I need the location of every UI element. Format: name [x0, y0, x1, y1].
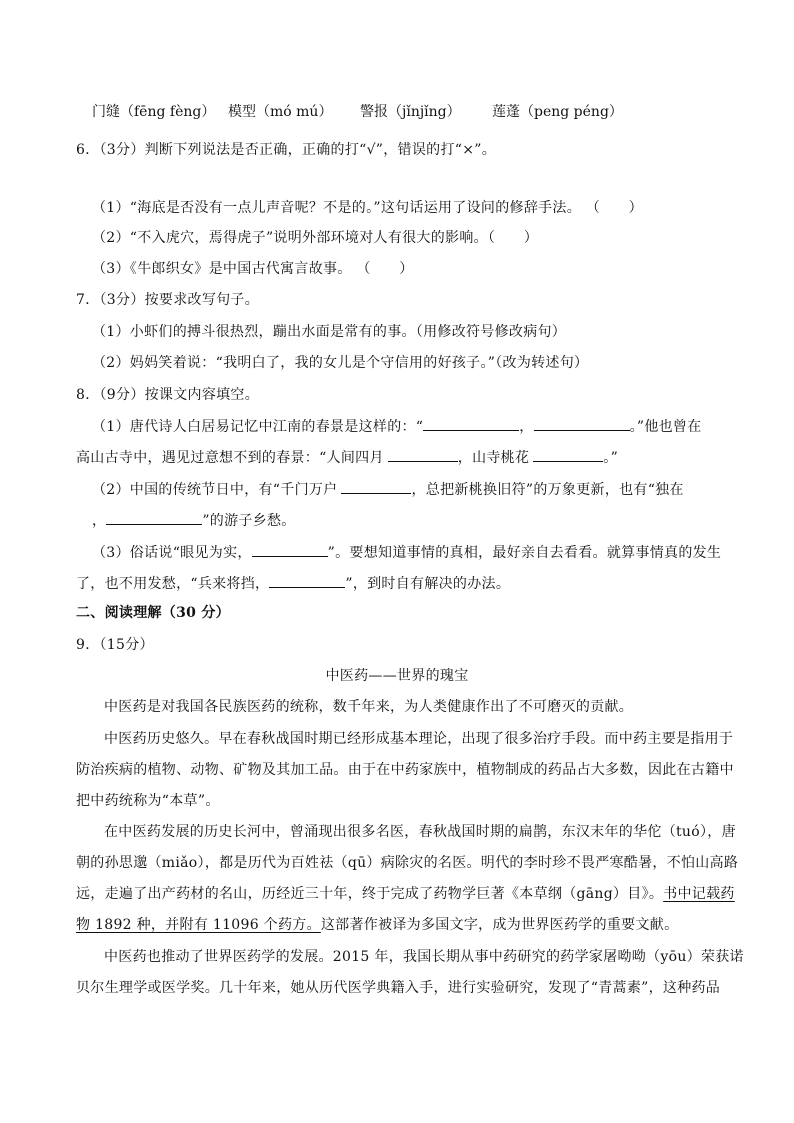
question-6-item-2: （2）“不入虎穴，焉得虎子”说明外部环境对人有很大的影响。（ ）: [92, 230, 539, 246]
underlined-sentence: 书中记载药: [663, 886, 735, 902]
question-7-title: 7．（3分）按要求改写句子。: [76, 292, 260, 308]
pinyin-option-1: 门缝（fēng fèng）: [92, 104, 216, 120]
fill-blank[interactable]: [106, 510, 202, 525]
fill-blank[interactable]: [341, 479, 411, 494]
fill-blank[interactable]: [534, 416, 630, 431]
text-segment: ”。要想知道事情的真相，最好亲自去看看。就算事情真的发生: [327, 545, 722, 561]
text-segment: ”，到时自有解决的办法。: [345, 576, 511, 592]
pinyin-option-2: 模型（mó mú）: [228, 104, 333, 120]
article-paragraph-3-line-1: 在中医药发展的历史长河中，曾涌现出很多名医，春秋战国时期的扁鹊，东汉末年的华佗（tuó），唐: [104, 824, 736, 840]
fill-blank[interactable]: [423, 416, 519, 431]
pinyin-option-3: 警报（jǐnjǐng）: [360, 104, 461, 120]
text-segment: 。”: [603, 450, 619, 466]
question-8-line-2: [76, 447, 618, 468]
text-segment: 高山古寺中，遇见过意想不到的春景：“人间四月: [76, 450, 384, 466]
question-6-title: 6．（3分）判断下列说法是否正确，正确的打“√”，错误的打“×”。: [76, 142, 496, 158]
question-9-label: 9．（15分）: [76, 637, 154, 653]
fill-blank[interactable]: [252, 542, 328, 557]
question-7-item-2: （2）妈妈笑着说：“我明白了，我的女儿是个守信用的好孩子。”（改为转述句）: [92, 355, 589, 371]
text-segment: ，山寺桃花: [457, 450, 530, 466]
text-segment: 这部著作被译为多国文字，成为世界医药学的重要文献。: [320, 917, 679, 933]
question-8-line-5: [92, 542, 721, 563]
fill-blank[interactable]: [269, 573, 345, 588]
text-segment: ，: [519, 419, 534, 435]
text-segment: ，总把新桃换旧符”的万象更新，也有“独在: [411, 482, 684, 498]
article-paragraph-3-line-2: 朝的孙思邈（miǎo），都是历代为百姓祛（qū）病除灾的名医。明代的李时珍不畏严寒酷暑，不怕山高路: [76, 855, 739, 871]
article-paragraph-4-line-2: 贝尔生理学或医学奖。几十年来，她从历代医学典籍入手，进行实验研究，发现了“青蒿素”，这种药品: [76, 980, 721, 996]
question-8-line-1: [92, 416, 702, 437]
text-segment: ”的游子乡愁。: [202, 513, 296, 529]
text-segment: （3）俗话说“眼见为实，: [92, 545, 252, 561]
section-heading: 二、阅读理解（30 分）: [76, 605, 230, 621]
article-paragraph-3-line-4: [76, 915, 678, 935]
pinyin-option-4: 莲蓬（peng péng）: [492, 104, 623, 120]
text-segment: （2）中国的传统节日中，有“千门万户: [92, 482, 338, 498]
fill-blank[interactable]: [388, 447, 458, 462]
question-8-line-6: [76, 573, 510, 594]
text-segment: 远，走遍了出产药材的名山，历经近三十年，终于完成了药物学巨著《本草纲（gāng）目》。: [76, 886, 664, 902]
text-segment: 了，也不用发愁，“兵来将挡，: [76, 576, 270, 592]
article-paragraph-3-line-3: [76, 884, 735, 904]
article-paragraph-1: 中医药是对我国各民族医药的统称，数千年来，为人类健康作出了不可磨灭的贡献。: [104, 699, 634, 715]
question-8-line-4: [92, 510, 296, 531]
fill-blank[interactable]: [533, 447, 603, 462]
question-6-item-3: （3）《牛郎织女》是中国古代寓言故事。 （ ）: [92, 261, 414, 277]
underlined-sentence: 物 1892 种，并附有 11096 个药方。: [76, 917, 321, 933]
text-segment: （1）唐代诗人白居易记忆中江南的春景是这样的：“: [92, 419, 424, 435]
article-paragraph-4-line-1: 中医药也推动了世界医药学的发展。2015 年，我国长期从事中药研究的药学家屠呦呦（yōu）荣获诺: [104, 949, 744, 965]
question-6-item-1: （1）“海底是否没有一点儿声音呢？不是的。”这句话运用了设问的修辞手法。 （ ）: [92, 200, 643, 216]
article-paragraph-2-line-1: 中医药历史悠久。早在春秋战国时期已经形成基本理论，出现了很多治疗手段。而中药主要是指用于: [104, 731, 734, 747]
article-paragraph-2-line-3: 把中药统称为“本草”。: [76, 793, 220, 809]
text-segment: ，: [92, 513, 107, 529]
question-7-item-1: （1）小虾们的搏斗很热烈，蹦出水面是常有的事。（用修改符号修改病句）: [92, 324, 567, 340]
question-8-title: 8．（9分）按课文内容填空。: [76, 387, 260, 403]
article-title: 中医药——世界的瑰宝: [325, 668, 469, 684]
article-paragraph-2-line-2: 防治疾病的植物、动物、矿物及其加工品。由于在中药家族中，植物制成的药品占大多数，因此在古籍中: [76, 762, 734, 778]
text-segment: 。”他也曾在: [629, 419, 702, 435]
question-8-line-3: [92, 479, 684, 500]
